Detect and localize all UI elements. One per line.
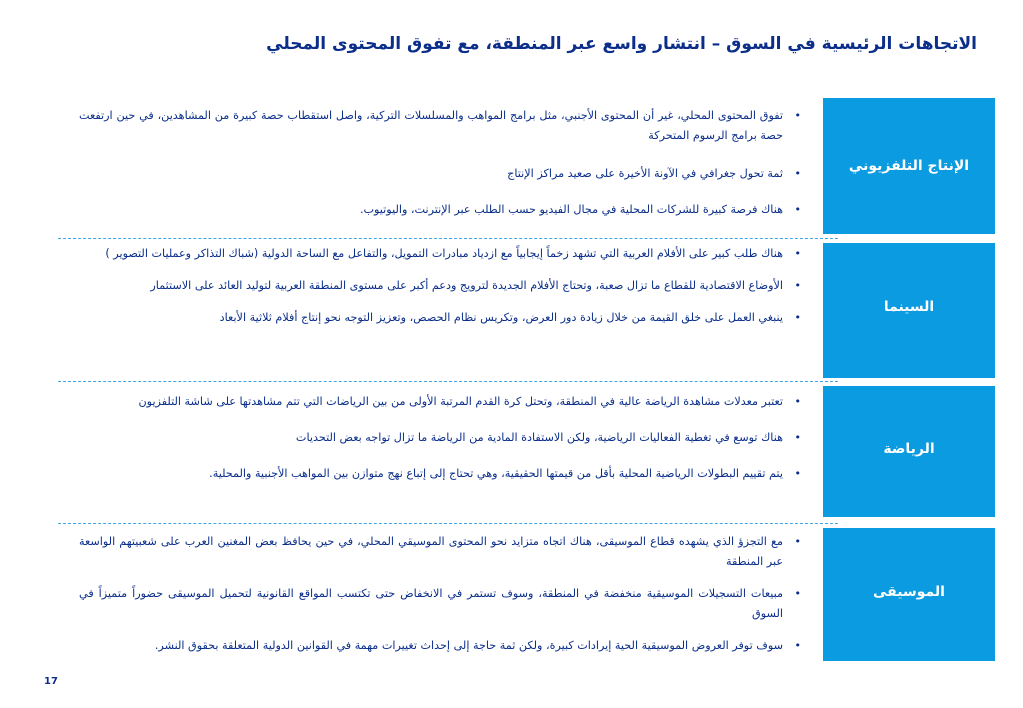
bullet-text: ثمة تحول جغرافي في الآونة الأخيرة على صعيد مراكز الإنتاج [507, 167, 783, 180]
bullet-list [79, 106, 801, 220]
bullet-text: هناك توسع في تغطية الفعاليات الرياضية، ولكن الاستفادة المادية من الرياضة ما تزال تواجه بعض التحديات [295, 431, 783, 444]
bullet-list [79, 392, 801, 484]
bullet-item [79, 164, 801, 184]
bullet-dot: • [794, 247, 801, 260]
bullet-dot: • [794, 639, 801, 652]
section-label-box [823, 528, 995, 661]
section-label-box [823, 386, 995, 517]
bullet-text: الأوضاع الاقتصادية للقطاع ما تزال صعبة، وتحتاج الأفلام الجديدة لترويج ودعم أكبر على مستوى المنطقة العربية لتوليد العائد على الاستثمار [150, 279, 783, 292]
section-cinema [0, 243, 1023, 381]
page-title: الاتجاهات الرئيسية في السوق – انتشار واسع عبر المنطقة، مع تفوق المحتوى المحلي [266, 34, 977, 54]
section-label-box [823, 243, 995, 378]
bullet-item [79, 106, 801, 146]
bullet-dot: • [794, 467, 801, 480]
bullet-dot: • [794, 167, 801, 180]
section-label: الموسيقى [873, 584, 945, 600]
bullet-list [79, 244, 801, 328]
bullet-text: مبيعات التسجيلات الموسيقية منخفضة في المنطقة، وسوف تستمر في الانخفاض حتى تكتسب المواقع القانونية لتحميل الموسيقى حضوراً متميزاً في السوق [79, 587, 783, 620]
bullet-item [79, 584, 801, 624]
section-label: السينما [883, 299, 935, 315]
section-label: الرياضة [883, 441, 935, 457]
section-label-box [823, 98, 995, 234]
bullet-text: سوف توفر العروض الموسيقية الحية إيرادات كبيرة، ولكن ثمة حاجة إلى إحداث تغييرات مهمة في القوانين الدولية المتعلقة بحقوق النشر. [154, 639, 783, 652]
bullet-dot: • [794, 109, 801, 122]
section-tv-production [0, 98, 1023, 236]
bullet-item [79, 532, 801, 572]
bullet-item [79, 636, 801, 656]
section-label: الإنتاج التلفزيوني [848, 158, 970, 174]
bullet-text: يتم تقييم البطولات الرياضية المحلية بأقل من قيمتها الحقيقية، وهي تحتاج إلى إتباع نهج متوازن بين المواهب الأجنبية والمحلية. [209, 467, 783, 480]
bullet-text: هناك طلب كبير على الأفلام العربية التي تشهد زخماً إيجابياً مع ازدياد مبادرات التمويل، والتفاعل مع الساحة الدولية (شباك التذاكر وعمليات التصوير ) [105, 247, 783, 260]
section-divider [58, 523, 838, 524]
bullet-text: تعتبر معدلات مشاهدة الرياضة عالية في المنطقة، وتحتل كرة القدم المرتبة الأولى من بين الرياضات التي تتم مشاهدتها على شاشة التلفزيون [138, 395, 783, 408]
section-divider [58, 238, 838, 239]
bullet-dot: • [794, 587, 801, 600]
bullet-item [79, 428, 801, 448]
bullet-dot: • [794, 311, 801, 324]
bullet-item [79, 276, 801, 296]
bullet-dot: • [794, 431, 801, 444]
bullet-item [79, 392, 801, 412]
section-divider [58, 381, 838, 382]
bullet-item [79, 308, 801, 328]
bullet-dot: • [794, 395, 801, 408]
bullet-dot: • [794, 279, 801, 292]
section-music [0, 528, 1023, 662]
bullet-item [79, 244, 801, 264]
bullet-text: ينبغي العمل على خلق القيمة من خلال زيادة دور العرض، وتكريس نظام الحصص، وتعزيز التوجه نحو إنتاج أفلام ثلاثية الأبعاد [219, 311, 783, 324]
bullet-text: هناك فرصة كبيرة للشركات المحلية في مجال الفيديو حسب الطلب عبر الإنترنت، واليوتيوب. [359, 203, 783, 216]
bullet-list [79, 532, 801, 656]
bullet-item [79, 464, 801, 484]
bullet-text: تفوق المحتوى المحلي، غير أن المحتوى الأجنبي، مثل برامج المواهب والمسلسلات التركية، واصل استقطاب حصة كبيرة من المشاهدين، في حين ارتفعت حصة برامج الرسوم المتحركة [79, 109, 783, 142]
section-sports [0, 386, 1023, 518]
bullet-item [79, 200, 801, 220]
bullet-dot: • [794, 535, 801, 548]
bullet-text: مع التجزؤ الذي يشهده قطاع الموسيقى، هناك اتجاه متزايد نحو المحتوى الموسيقي المحلي، في حين يحافظ بعض المغنين العرب على شعبيتهم الواسعة عبر المنطقة [79, 535, 783, 568]
page-number: 17 [44, 676, 58, 687]
bullet-dot: • [794, 203, 801, 216]
